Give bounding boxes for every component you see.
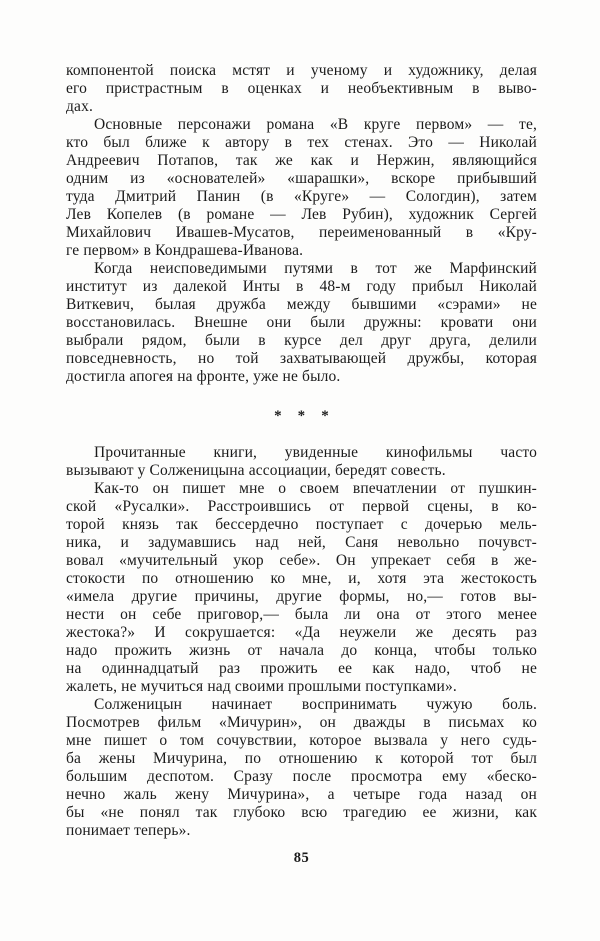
text-line: Когда неисповедимыми путями в тот же Марфинский — [94, 260, 537, 277]
text-line: вызывают у Солженицына ассоциации, бередят совесть. — [66, 462, 446, 479]
text-line: торой князь так бессердечно поступает с дочерью мель- — [66, 516, 537, 533]
text-line: Виткевич, былая дружба между бывшими «сэрами» не — [66, 296, 537, 313]
text-line: нечно жаль жену Мичурина», а четыре года назад он — [66, 786, 537, 803]
text-line: Михайлович Ивашев-Мусатов, переименованный в «Кру- — [66, 224, 537, 241]
text-line: ба жены Мичурина, по отношению к которой тот был — [66, 750, 537, 767]
text-line: восстановилась. Внешне они были дружны: кровати они — [66, 314, 537, 331]
text-line: туда Дмитрий Панин (в «Круге» — Сологдин), затем — [66, 188, 537, 205]
text-line: Солженицын начинает воспринимать чужую боль. — [94, 696, 537, 713]
text-line: Лев Копелев (в романе — Лев Рубин), художник Сергей — [66, 206, 537, 223]
text-line: Прочитанные книги, увиденные кинофильмы часто — [94, 444, 537, 461]
paragraph — [66, 260, 537, 386]
text-line: ге первом» в Кондрашева-Иванова. — [66, 242, 304, 259]
page-number: 85 — [293, 850, 310, 866]
page-text-block — [66, 62, 537, 840]
text-line: Посмотрев фильм «Мичурин», он дважды в письмах ко — [66, 714, 537, 731]
text-line: повседневность, но той захватывающей дружбы, которая — [66, 350, 537, 367]
text-line: Основные персонажи романа «В круге первом» — те, — [94, 116, 537, 133]
text-line: большим деспотом. Сразу после просмотра ему «беско- — [66, 768, 537, 785]
text-line: институт из далекой Инты в 48-м году прибыл Николай — [66, 278, 537, 295]
text-line: жестока?» И сокрушается: «Да неужели же десять раз — [66, 624, 537, 641]
text-line: мне пишет о том сочувствии, которое вызвала у него судь- — [66, 732, 537, 749]
text-line: нести он себе приговор,— была ли она от этого менее — [66, 606, 537, 623]
text-line: дах. — [66, 98, 93, 115]
text-line: кто был ближе к автору в тех стенах. Это — Николай — [66, 134, 537, 151]
text-line: Как-то он пишет мне о своем впечатлении от пушкин- — [94, 480, 537, 497]
text-line: ской «Русалки». Расстроившись от первой сцены, в ко- — [66, 498, 537, 515]
section-separator: * * * — [274, 408, 329, 424]
text-line: жалеть, не мучиться над своими прошлыми поступками». — [66, 678, 457, 695]
text-line: компонентой поиска мстят и ученому и художнику, делая — [66, 62, 537, 79]
text-line: ника, и задумавшись над ней, Саня невольно почувст- — [66, 534, 537, 551]
paragraph — [66, 116, 537, 260]
paragraph — [66, 444, 537, 480]
text-line: стокости по отношению ко мне, и, хотя эта жестокость — [66, 570, 537, 587]
text-line: Андреевич Потапов, так же как и Нержин, являющийся — [66, 152, 537, 169]
text-line: понимает теперь». — [66, 822, 191, 839]
text-line: надо прожить жизнь от начала до конца, чтобы только — [66, 642, 537, 659]
text-line: одним из «основателей» «шарашки», вскоре прибывший — [66, 170, 537, 187]
text-line: его пристрастным в оценках и необъективным в выво- — [66, 80, 537, 97]
paragraph — [66, 480, 537, 696]
text-line: на одиннадцатый раз прожить ее как надо, чтоб не — [66, 660, 537, 677]
text-line: достигла апогея на фронте, уже не было. — [66, 368, 341, 385]
paragraph — [66, 696, 537, 840]
paragraph — [66, 62, 537, 116]
text-line: бы «не понял так глубоко всю трагедию ее жизни, как — [66, 804, 537, 821]
text-line: выбрали рядом, были в курсе дел друг друга, делили — [66, 332, 537, 349]
text-line: «имела другие причины, другие формы, но,— готов вы- — [66, 588, 537, 605]
text-line: вовал «мучительный укор себе». Он упрекает себя в же- — [66, 552, 537, 569]
